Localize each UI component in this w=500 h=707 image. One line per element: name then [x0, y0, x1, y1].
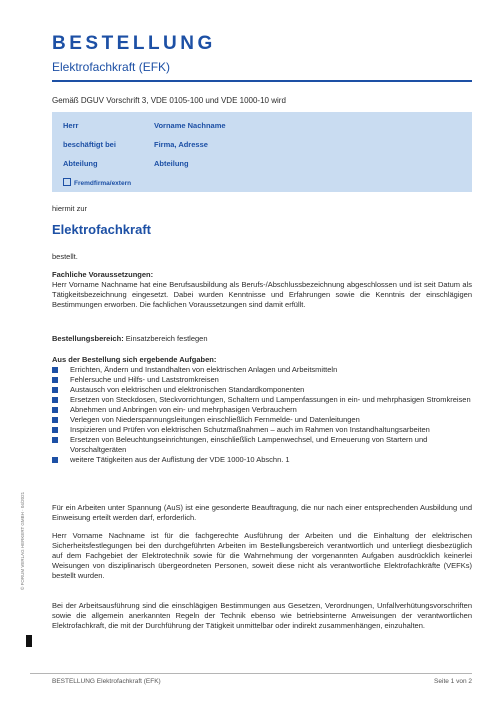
list-item: weitere Tätigkeiten aus der Auflistung der VDE 1000-10 Abschn. 1: [52, 455, 472, 465]
area-label: Bestellungsbereich:: [52, 334, 124, 343]
area-line: [52, 334, 472, 344]
bullet-icon: [52, 387, 58, 393]
side-marker: [26, 635, 32, 647]
footer-left: BESTELLUNG Elektrofachkraft (EFK): [52, 678, 161, 685]
role-heading: Elektrofachkraft: [52, 222, 151, 237]
bullet-icon: [52, 377, 58, 383]
responsibility-paragraph: Herr Vorname Nachname ist für die fachgerechte Ausführung der Arbeiten und die Einhaltung der elektrischen Sicherheitsfestlegungen bei den durchgeführten Arbeiten im Bestellungsbereich verantwortlich und unterliegt diesbezüglich auf dem Fachgebiet der Elektrotechnik sowie für die Wahrnehmung der vorgenannten Aufgaben ausdrücklich keinerlei Weisungen von disziplinarisch übergeordneten Personen, soweit diese nicht als verantwortliche Elektrofachkräfte (VEFKs) bestellt wurden.: [52, 531, 472, 580]
list-item: Ersetzen von Beleuchtungseinrichtungen, einschließlich Lampenwechsel, und Erneuerung von Startern und Vorschaltgeräten: [52, 435, 472, 455]
document-subtitle: Elektrofachkraft (EFK): [52, 60, 171, 74]
list-item: Ersetzen von Steckdosen, Steckvorrichtungen, Schaltern und Lampenfassungen in ein- und mehrphasigen Stromkreisen: [52, 395, 472, 405]
bullet-icon: [52, 437, 58, 443]
tasks-heading: Aus der Bestellung sich ergebende Aufgaben:: [52, 355, 217, 364]
bullet-icon: [52, 367, 58, 373]
footer-rule: [30, 673, 472, 674]
external-checkbox-row[interactable]: [63, 178, 131, 187]
external-label: Fremdfirma/extern: [74, 180, 132, 187]
aus-paragraph: Für ein Arbeiten unter Spannung (AuS) ist eine gesonderte Beauftragung, die nur nach einer entsprechenden Ausbildung und Einweisung erteilt werden darf, erforderlich.: [52, 503, 472, 522]
area-value: Einsatzbereich festlegen: [125, 334, 208, 343]
qualifications-text: Herr Vorname Nachname hat eine Berufsausbildung als Berufs-/Abschlussbezeichnung abgeschlossen und ist seit Datum als Tätigkeitsbezeichnung eingesetzt. Dabei wurden Kenntnisse und Erfahrungen sowie die Kenntnis der einschlägigen Bestimmungen erworben. Die fachlichen Voraussetzungen sind damit erfüllt.: [52, 280, 472, 309]
person-info-box: [52, 112, 472, 192]
tasks-list: [52, 365, 472, 465]
intro-text: Gemäß DGUV Vorschrift 3, VDE 0105-100 und VDE 1000-10 wird: [52, 96, 286, 105]
employer-label: beschäftigt bei: [63, 140, 116, 149]
external-checkbox[interactable]: [63, 178, 71, 186]
list-item: Fehlersuche und Hilfs- und Laststromkreisen: [52, 375, 472, 385]
bullet-icon: [52, 427, 58, 433]
qualifications-heading: Fachliche Voraussetzungen:: [52, 270, 154, 279]
department-label: Abteilung: [63, 159, 98, 168]
document-title: BESTELLUNG: [52, 33, 216, 54]
list-item: Inspizieren und Prüfen von elektrischen Schutzmaßnahmen – auch im Rahmen von Instandhaltungsarbeiten: [52, 425, 472, 435]
list-item: Errichten, Ändern und Instandhalten von elektrischen Anlagen und Arbeitsmitteln: [52, 365, 472, 375]
employer-field[interactable]: Firma, Adresse: [154, 140, 208, 149]
bullet-icon: [52, 457, 58, 463]
bestellt-text: bestellt.: [52, 252, 78, 261]
bullet-icon: [52, 417, 58, 423]
copyright-side-text: © FORUM VERLAG HERKERT GMBH · 04/2021: [20, 491, 25, 590]
list-item: Abnehmen und Anbringen von ein- und mehrphasigen Verbrauchern: [52, 405, 472, 415]
bullet-icon: [52, 397, 58, 403]
hiermit-text: hiermit zur: [52, 204, 88, 213]
salutation-label: Herr: [63, 121, 79, 130]
bullet-icon: [52, 407, 58, 413]
rules-paragraph: Bei der Arbeitsausführung sind die einschlägigen Bestimmungen aus Gesetzen, Verordnungen, Unfallverhütungsvorschriften sowie die allgemein anerkannten Regeln der Technik ebenso wie betriebsinterne Anweisungen der verantwortlichen Elektrofachkraft, die mit der Durchführung der Tätigkeit unmittelbar oder indirekt zusammenhängen, einzuhalten.: [52, 601, 472, 630]
list-item: Verlegen von Niederspannungsleitungen einschließlich Fernmelde- und Datenleitungen: [52, 415, 472, 425]
department-field[interactable]: Abteilung: [154, 159, 189, 168]
page-number: Seite 1 von 2: [434, 678, 472, 685]
name-field[interactable]: Vorname Nachname: [154, 121, 226, 130]
header-rule: [52, 80, 472, 82]
list-item: Austausch von elektrischen und elektronischen Standardkomponenten: [52, 385, 472, 395]
